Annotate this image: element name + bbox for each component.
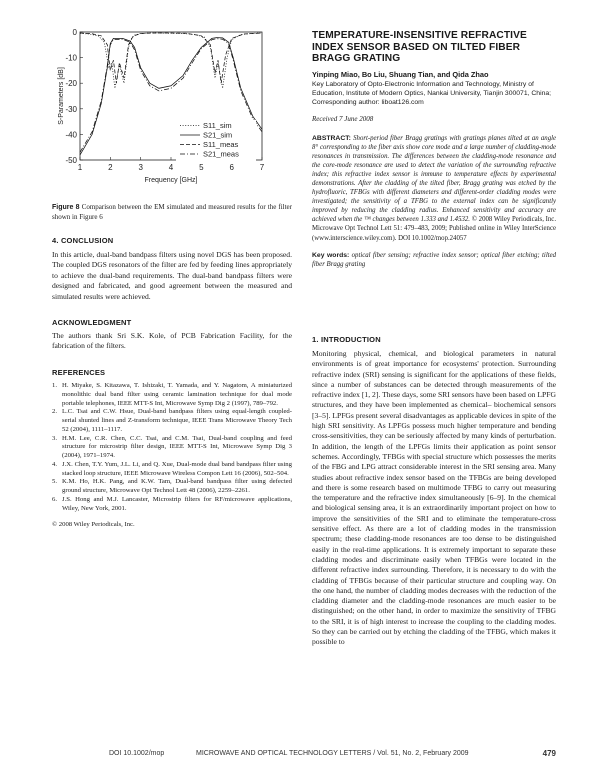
article-title: TEMPERATURE-INSENSITIVE REFRACTIVE INDEX SENSOR BASED ON TILTED FIBER BRAGG GRATING xyxy=(312,30,527,64)
x-tick-label: 4 xyxy=(168,163,174,172)
article-received: Received 7 June 2008 xyxy=(312,114,374,123)
article-authors: Yinping Miao, Bo Liu, Shuang Tian, and Qida Zhao xyxy=(312,69,489,79)
footer-page-number: 479 xyxy=(542,749,556,758)
figure-label: Figure 8 xyxy=(52,204,80,211)
reference-number: 2. xyxy=(52,408,58,416)
reference-text: L.C. Tsai and C.W. Hsue, Dual-band bandpass filters using equal-length coupled-serial shunted lines and Z-transform technique, IEEE Trans Microwave Theory Tech 52 (2004), 1111–1117. xyxy=(62,408,292,433)
abstract-end: © 2008 Wiley Periodicals, Inc. Microwave Opt Technol Lett 51: 479–483, 2009; Published online in Wiley InterScience (www.interscience.wiley.com). DOI 10.1002/mop.24057 xyxy=(312,216,557,242)
keywords-label: Key words: xyxy=(312,251,350,259)
reference-item xyxy=(52,408,292,434)
keywords-text: optical fiber sensing; refractive index sensor; optical fiber etching; tilted fiber Bragg grating xyxy=(312,251,557,268)
y-tick-label: -50 xyxy=(65,156,77,165)
references-copyright: © 2008 Wiley Periodicals, Inc. xyxy=(52,521,135,529)
article-abstract xyxy=(312,134,556,243)
legend-label: S21_sim xyxy=(203,130,233,140)
legend-label: S11_meas xyxy=(203,140,239,149)
abstract-label: ABSTRACT: xyxy=(312,134,351,142)
reference-number: 4. xyxy=(52,460,58,468)
article-affiliation: Key Laboratory of Opto-Electronic Information and Technology, Ministry of Education, Institute of Modern Optics, Nankai University, Tianjin 300071, China; Corresponding author: liboat126.com xyxy=(312,80,552,106)
figure-8-chart xyxy=(52,20,292,198)
chart-svg xyxy=(52,20,292,198)
x-tick-label: 3 xyxy=(138,163,143,172)
introduction-section xyxy=(312,335,556,648)
y-tick-label: -10 xyxy=(65,53,77,63)
x-tick-label: 1 xyxy=(77,163,83,172)
introduction-text: Monitoring physical, chemical, and biological parameters in natural environments is of great importance for ecosystems' protection. Surrounding refractive index (SRI) sensing is significant for the applications of these fields, since a number of substances can be detected through measurements of the refractive index [1, 2]. These days, some SRI sensors have been based on LPFG structures, and they have been implemented as chemical– biochemical sensors [3–5]. LPFGs present several disadvantages as applicable devices in spite of the high SRI sensitivity. As LPFGs possess much higher temperature and bending cross-sensitivities, they can be seriously affected by many kinds of perturbation. In addition, the length of the LPFGs limits their application as point sensor schemes. Accordingly, TFBGs with special structure which possesses the merits of the FBG and LPG attract considerable interest in the SRI sensing area. Many studies about refractive index sensor based on the TFBGs are being developed and there is some research based on multimode TFBG to carry out measuring the temperature and the refractive index simultaneously [6–9]. In the chemical and biological sensing area, it is an extraordinarily important project on how to improve the sensitivities of the SRI and to eliminate the temperature-cross sensitive effect. As there are a lot of cladding modes in the transmission spectrum; these cladding-mode resonances are too dense to be distinguished easily in the real-time applications. It is extremely important to separate these cladding modes and discriminate easily when TFBGs were located in the different refractive index surrounding. Therefore, it is necessary to do with the cladding of TFBGs because of their particular structure and coupling way. On the one hand, the number of cladding modes decreases with the reduction of the cladding diameter and the cladding-mode resonances are much easier to be distinguished; on the other hand, in order to maximize the sensitivity of TFBG to the SRI, it is of high interest to increase the coupling to the cladding modes. So they can be carried out by etching the cladding of the TFBG, which makes it possible to xyxy=(312,349,556,647)
y-tick-label: -20 xyxy=(65,79,77,89)
conclusion-heading: 4. CONCLUSION xyxy=(52,236,114,245)
reference-item xyxy=(52,382,292,408)
abstract-text: Short-period fiber Bragg gratings with gratings planes tilted at an angle 8° corresponding to the fiber axis show core mode and a large number of cladding-mode resonances in transmission. The differences between the cladding-mode resonance and the core-mode resonance are used to detect the variation of the surrounding refractive index; this refractive index sensor is immune to temperature effects by experimental demonstrations. After the cladding of the tilted fiber, Bragg grating was etched by the hydrofluoric, TFBGs with different diameters and different-order cladding modes were investigated; the sensitivity of a TFBG to the external index can be significantly improved by reducing the cladding radius. Enhanced sensitivity and accuracy are achieved when the xyxy=(312,134,556,224)
legend-label: S11_sim xyxy=(203,121,232,130)
abstract-tail: changes between 1.333 and 1.4532. xyxy=(372,216,470,224)
references-section xyxy=(52,368,292,531)
series-line-s11-meas xyxy=(80,33,262,83)
acknowledgment-heading: ACKNOWLEDGMENT xyxy=(52,318,132,327)
abstract-tm-symbol: ™ xyxy=(364,216,371,224)
reference-text: H.M. Lee, C.R. Chen, C.C. Tsai, and C.M. Tsai, Dual-band coupling and feed structure for microstrip filter design, IEEE MTT-S Int, Microwave Symp Dig 3 (2004), 1971–1974. xyxy=(62,434,292,459)
x-tick-label: 2 xyxy=(108,163,113,172)
reference-number: 3. xyxy=(52,434,58,442)
article-header xyxy=(312,30,556,269)
references-list xyxy=(52,382,292,513)
reference-item xyxy=(52,461,292,479)
y-tick-label: -40 xyxy=(65,130,77,140)
article-keywords xyxy=(312,251,556,269)
y-axis-label: S-Parameters [dB] xyxy=(58,67,65,125)
acknowledgment-text: The authors thank Sri S.K. Kole, of PCB Fabrication Facility, for the fabrication of the filters. xyxy=(52,331,292,351)
legend-label: S21_meas xyxy=(203,149,239,159)
x-tick-label: 6 xyxy=(229,163,234,172)
introduction-heading: 1. INTRODUCTION xyxy=(312,335,381,344)
series-line-s11-sim xyxy=(80,33,262,88)
x-tick-label: 5 xyxy=(199,163,204,172)
conclusion-section xyxy=(52,236,292,302)
reference-text: J.X. Chen, T.Y. Yum, J.L. Li, and Q. Xue, Dual-mode dual band bandpass filter using stacked loop structure, IEEE Microwave Wireless Compon Lett 16 (2006), 502–504. xyxy=(62,460,292,477)
reference-text: H. Miyake, S. Kitazawa, T. Ishizaki, T. Yamada, and Y. Nagatom, A miniaturized monolithic dual band filter using ceramic lamination technique for dual mode portable telephones, IEEE MTT-S Int, Microwave Symp Dig 2 (1997), 789–792. xyxy=(62,382,292,407)
acknowledgment-section xyxy=(52,318,292,352)
footer-doi: DOI 10.1002/mop xyxy=(109,750,165,757)
reference-number: 6. xyxy=(52,495,58,503)
reference-number: 5. xyxy=(52,478,58,486)
reference-item xyxy=(52,496,292,514)
figure-caption xyxy=(52,203,292,222)
y-tick-label: 0 xyxy=(72,28,77,37)
reference-text: K.M. Ho, H.K. Pang, and K.W. Tam, Dual-band bandpass filter using defected ground structure, Microwave Opt Technol Lett 48 (2006), 2259–2261. xyxy=(62,478,292,494)
conclusion-text: In this article, dual-band bandpass filters using novel DGS has been proposed. The coupled DGS resonators of the filter are fed by feeding lines appropriately to achieve the dual-band requirements. The dual-band bandpass filters were designed and fabricated, and good agreement between the measured and simulated results were achieved. xyxy=(52,250,292,301)
reference-item xyxy=(52,435,292,461)
reference-number: 1. xyxy=(52,382,58,389)
figure-caption-text: Comparison between the EM simulated and measured results for the filter shown in Figure 6 xyxy=(52,203,292,221)
x-axis-label: Frequency [GHz] xyxy=(144,177,198,184)
x-tick-label: 7 xyxy=(259,163,265,172)
y-tick-label: -30 xyxy=(65,104,77,114)
reference-text: J.S. Hong and M.J. Lancaster, Microstrip filters for RF/microwave applications, Wiley, New York, 2001. xyxy=(62,495,292,512)
reference-item xyxy=(52,478,292,496)
references-heading: REFERENCES xyxy=(52,368,106,377)
footer-journal: MICROWAVE AND OPTICAL TECHNOLOGY LETTERS / Vol. 51, No. 2, February 2009 xyxy=(196,750,469,757)
